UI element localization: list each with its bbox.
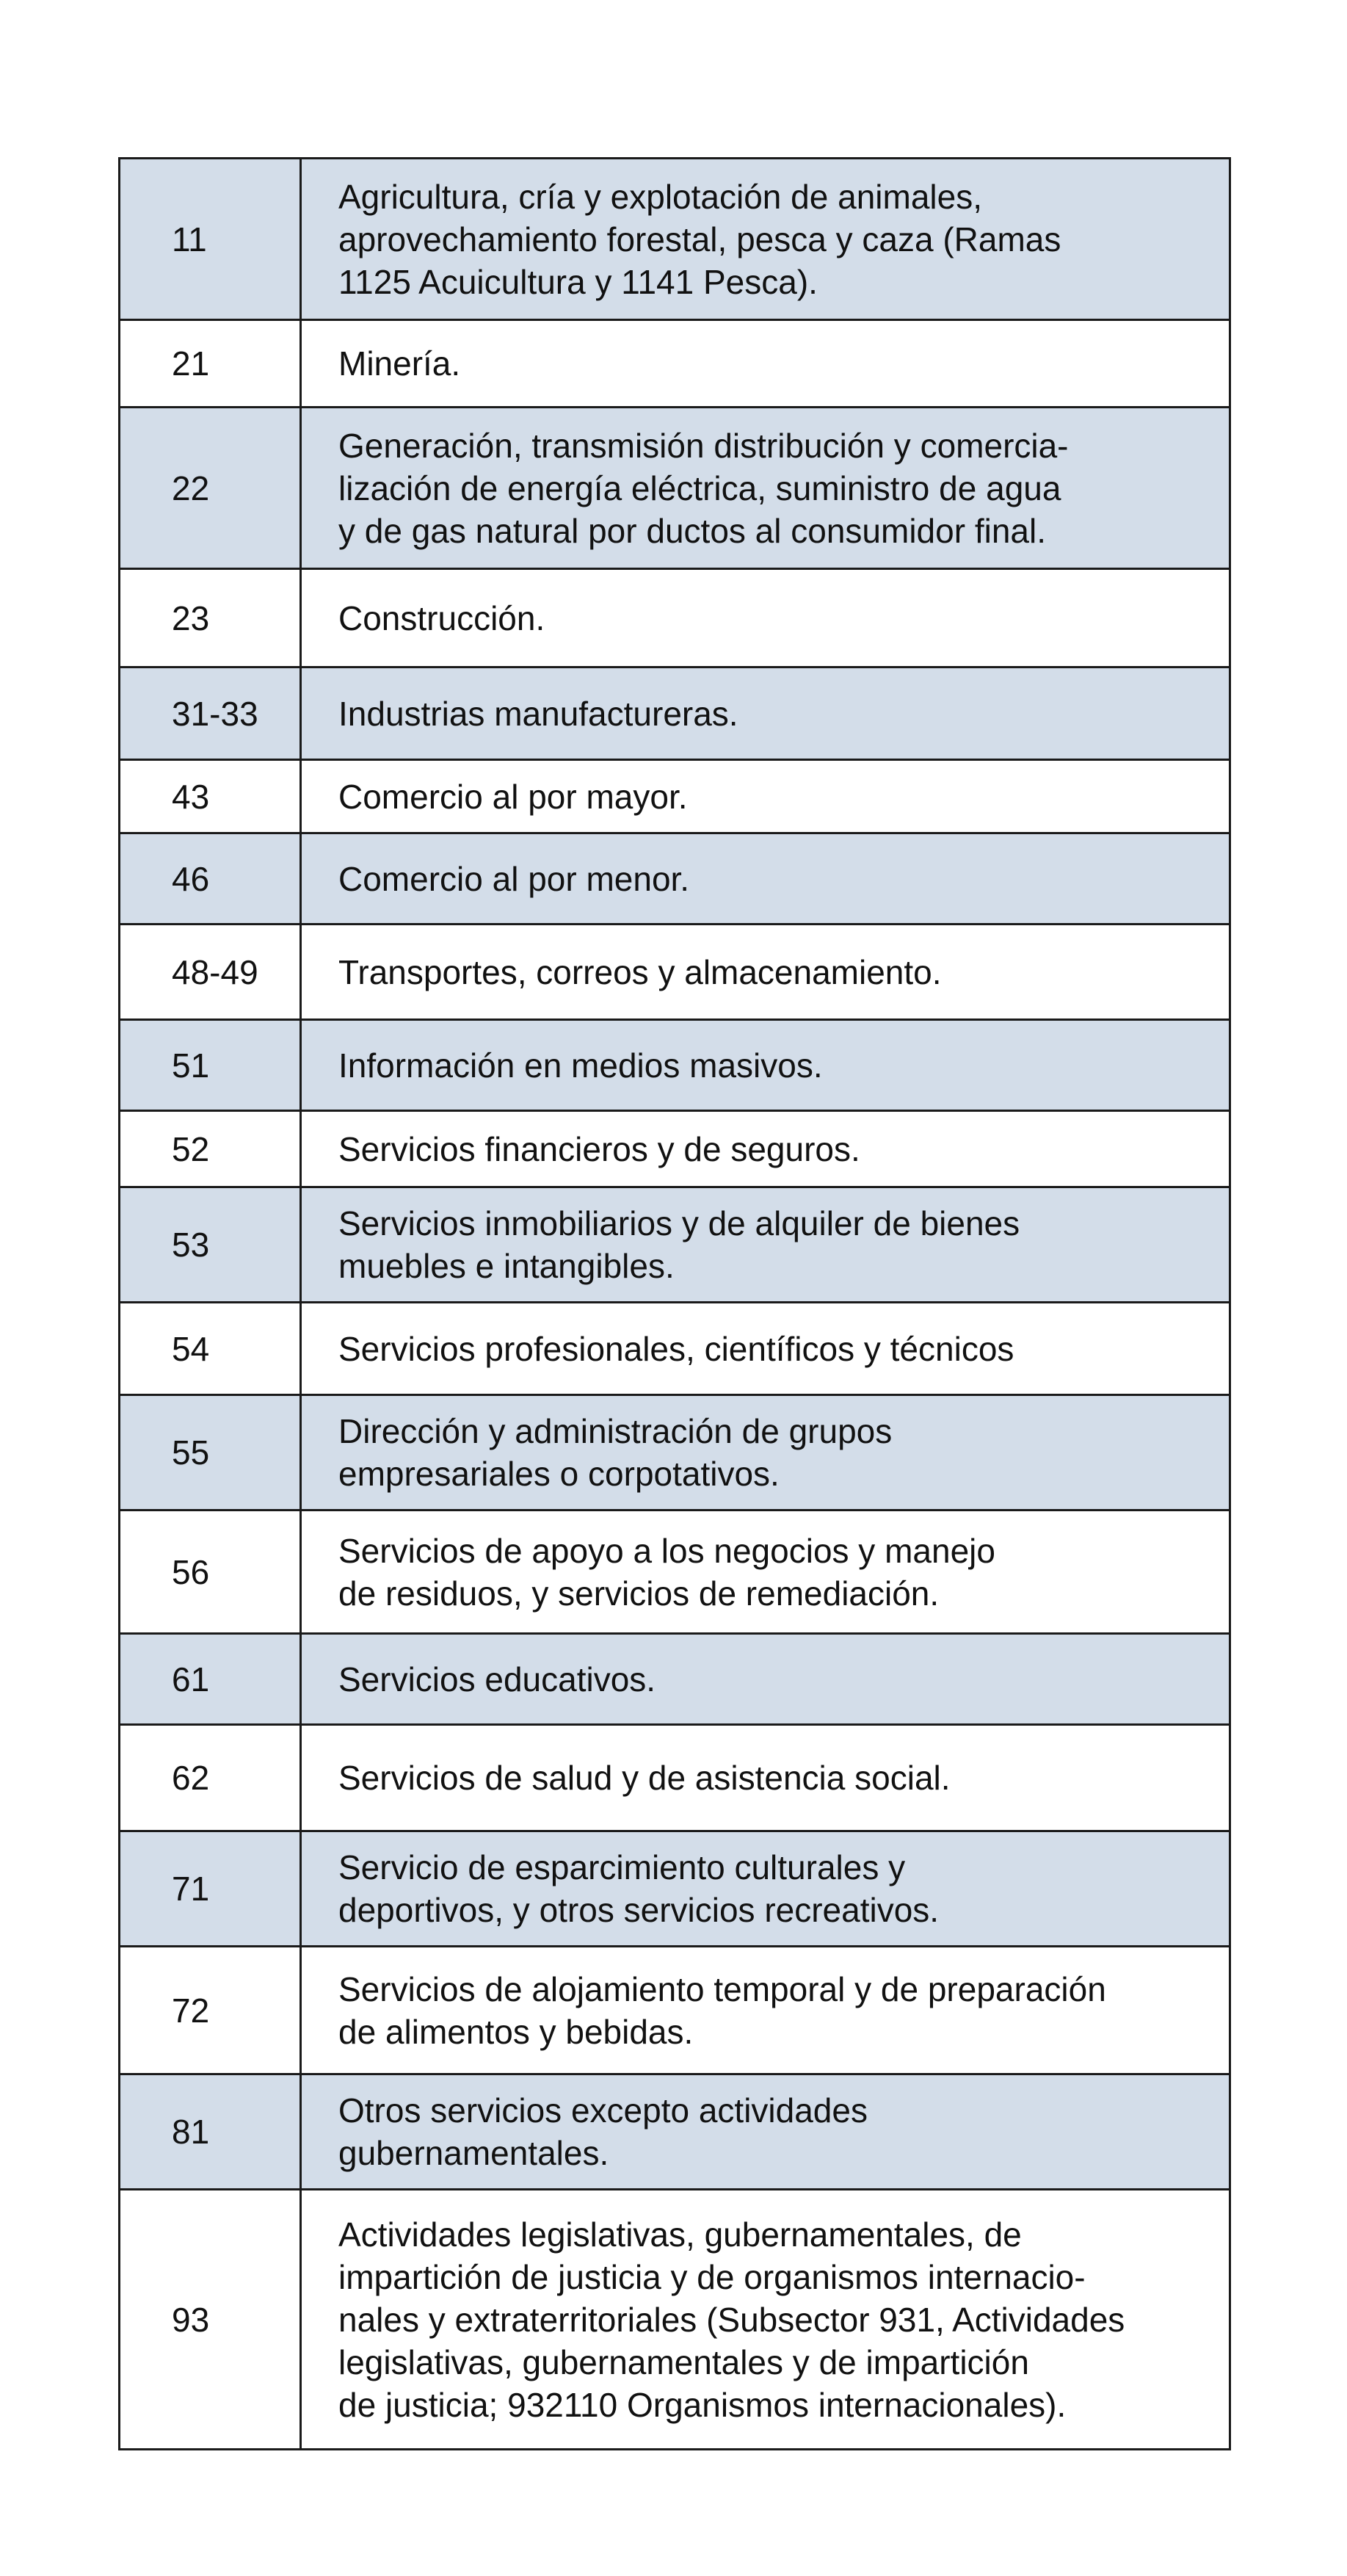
sector-description: Servicios de alojamiento temporal y de preparación de alimentos y bebidas. — [301, 1947, 1230, 2074]
sector-description: Servicios educativos. — [301, 1634, 1230, 1725]
sector-rows — [120, 159, 1230, 2450]
sector-code: 62 — [120, 1725, 301, 1831]
table-row — [120, 1947, 1230, 2074]
sector-code: 31-33 — [120, 667, 301, 760]
sector-code: 93 — [120, 2190, 301, 2450]
sector-code: 72 — [120, 1947, 301, 2074]
table-row — [120, 925, 1230, 1020]
sector-code: 21 — [120, 320, 301, 408]
table-row — [120, 1395, 1230, 1510]
sector-code: 81 — [120, 2074, 301, 2190]
sector-code: 43 — [120, 760, 301, 833]
sector-code: 54 — [120, 1303, 301, 1395]
sector-description: Minería. — [301, 320, 1230, 408]
sector-code: 52 — [120, 1111, 301, 1187]
sector-description: Agricultura, cría y explotación de animales, aprovechamiento forestal, pesca y caza (Ramas 1125 Acuicultura y 1141 Pesca). — [301, 159, 1230, 320]
sector-description: Comercio al por menor. — [301, 833, 1230, 925]
sector-code: 51 — [120, 1020, 301, 1111]
table-row — [120, 1303, 1230, 1395]
table-row — [120, 1725, 1230, 1831]
sector-code: 61 — [120, 1634, 301, 1725]
table-row — [120, 1831, 1230, 1947]
sector-description: Servicios de salud y de asistencia social. — [301, 1725, 1230, 1831]
sector-code: 71 — [120, 1831, 301, 1947]
sector-description: Servicio de esparcimiento culturales y deportivos, y otros servicios recreativos. — [301, 1831, 1230, 1947]
table-row — [120, 1634, 1230, 1725]
sector-code: 53 — [120, 1187, 301, 1303]
sector-code: 46 — [120, 833, 301, 925]
sector-table — [118, 157, 1231, 2450]
table-row — [120, 569, 1230, 667]
sector-code: 56 — [120, 1510, 301, 1634]
sector-code: 22 — [120, 408, 301, 569]
sector-description: Industrias manufactureras. — [301, 667, 1230, 760]
sector-description: Servicios de apoyo a los negocios y manejo de residuos, y servicios de remediación. — [301, 1510, 1230, 1634]
sector-description: Construcción. — [301, 569, 1230, 667]
sector-description: Actividades legislativas, gubernamentales, de impartición de justicia y de organismos internacio- nales y extraterritoriales (Subsector 931, Actividades legislativas, gubernamentales y de impartición de justicia; 932110 Organismos internacionales). — [301, 2190, 1230, 2450]
sector-code: 55 — [120, 1395, 301, 1510]
sector-code: 11 — [120, 159, 301, 320]
table-row — [120, 1111, 1230, 1187]
sector-description: Generación, transmisión distribución y comercia- lización de energía eléctrica, suministro de agua y de gas natural por ductos al consumidor final. — [301, 408, 1230, 569]
table-row — [120, 1020, 1230, 1111]
table-row — [120, 1187, 1230, 1303]
table-row — [120, 833, 1230, 925]
table-row — [120, 408, 1230, 569]
sector-description: Servicios profesionales, científicos y técnicos — [301, 1303, 1230, 1395]
table-row — [120, 1510, 1230, 1634]
sector-description: Comercio al por mayor. — [301, 760, 1230, 833]
sector-code: 23 — [120, 569, 301, 667]
sector-description: Servicios financieros y de seguros. — [301, 1111, 1230, 1187]
sector-description: Información en medios masivos. — [301, 1020, 1230, 1111]
table-row — [120, 159, 1230, 320]
sector-description: Servicios inmobiliarios y de alquiler de bienes muebles e intangibles. — [301, 1187, 1230, 1303]
table-row — [120, 2190, 1230, 2450]
sector-code: 48-49 — [120, 925, 301, 1020]
sector-description: Dirección y administración de grupos empresariales o corpotativos. — [301, 1395, 1230, 1510]
sector-description: Otros servicios excepto actividades gubernamentales. — [301, 2074, 1230, 2190]
sector-description: Transportes, correos y almacenamiento. — [301, 925, 1230, 1020]
table-row — [120, 760, 1230, 833]
table-row — [120, 667, 1230, 760]
table-row — [120, 320, 1230, 408]
table-row — [120, 2074, 1230, 2190]
